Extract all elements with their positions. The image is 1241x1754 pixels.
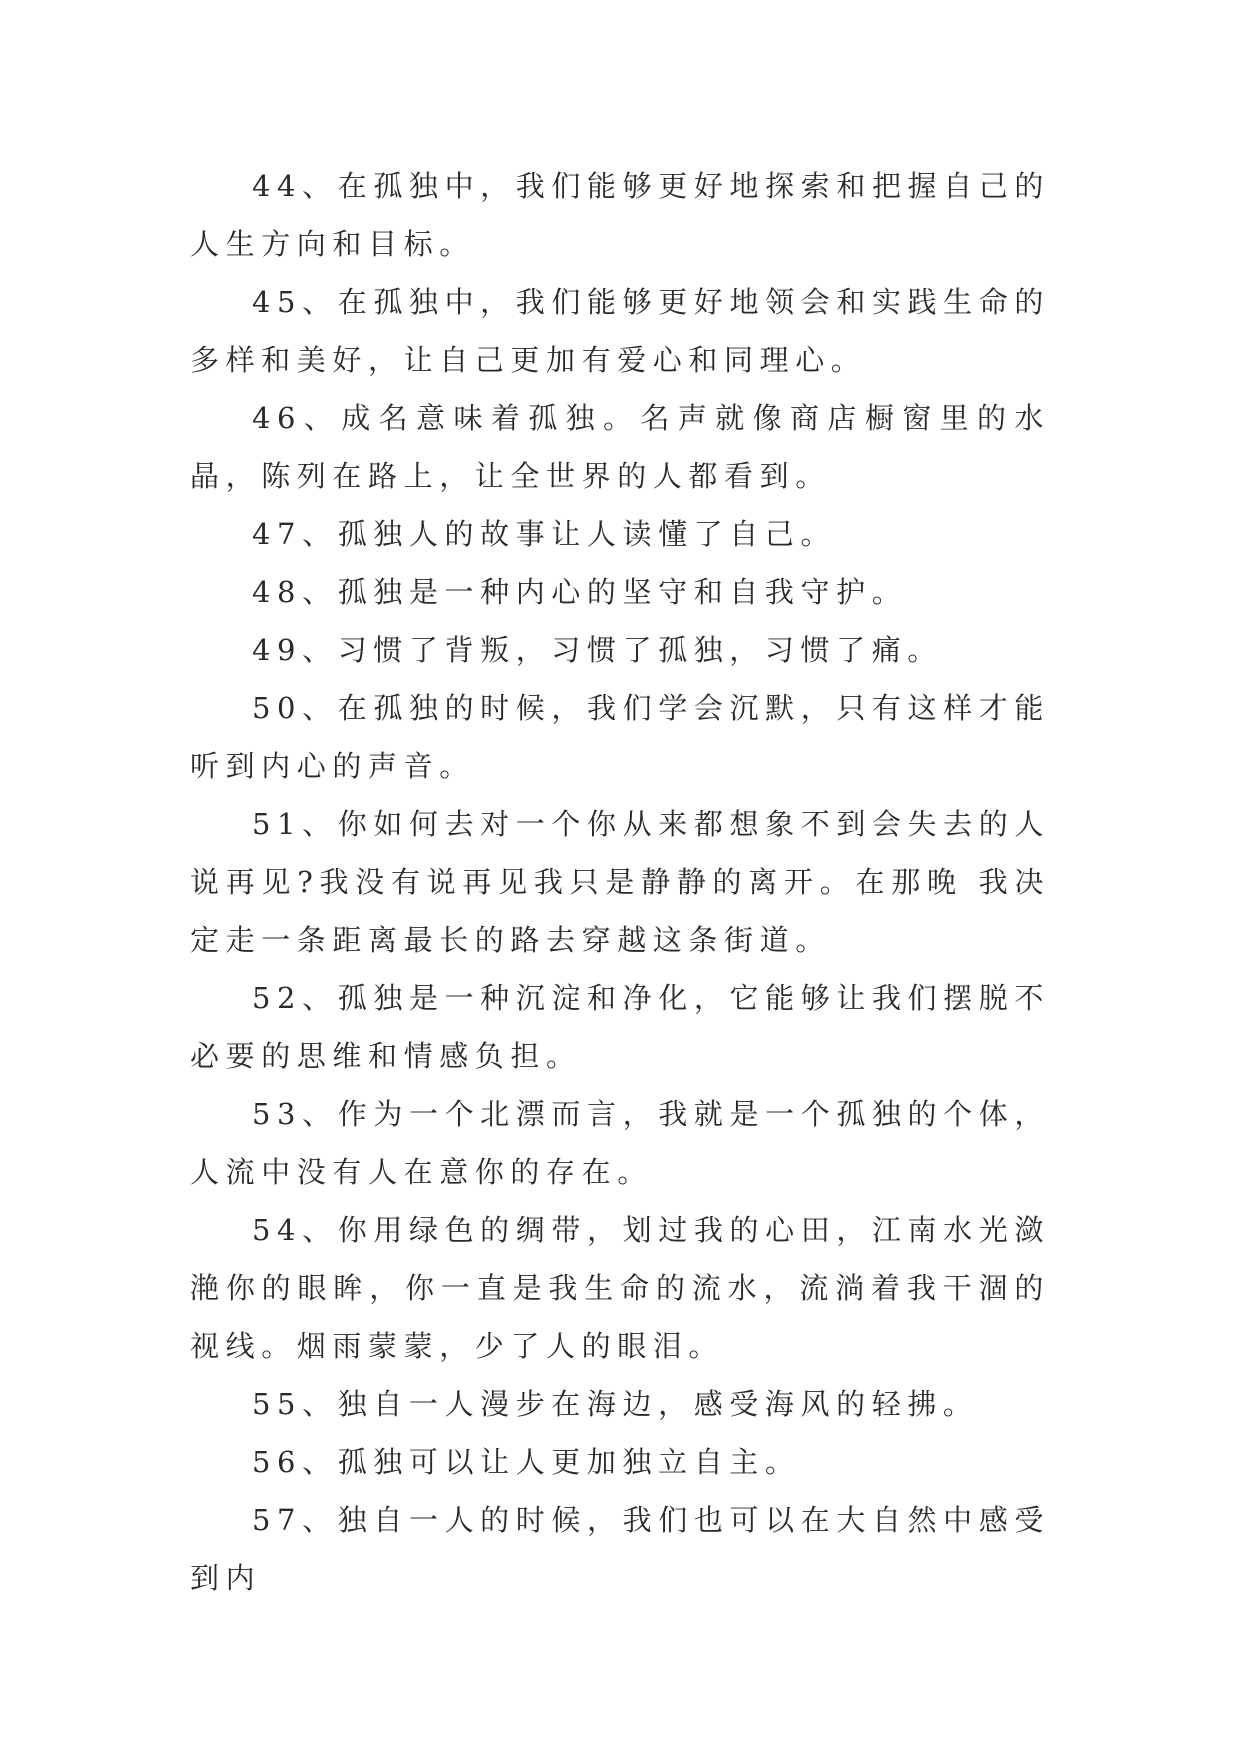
quote-45: 45、在孤独中，我们能够更好地领会和实践生命的多样和美好，让自己更加有爱心和同理心。 bbox=[190, 285, 1050, 377]
quote-57: 57、独自一人的时候，我们也可以在大自然中感受到内 bbox=[190, 1503, 1050, 1595]
quote-44: 44、在孤独中，我们能够更好地探索和把握自己的人生方向和目标。 bbox=[190, 169, 1050, 261]
quote-51: 51、你如何去对一个你从来都想象不到会失去的人说再见?我没有说再见我只是静静的离开。在那晚 我决定走一条距离最长的路去穿越这条街道。 bbox=[190, 807, 1050, 957]
quote-48: 48、孤独是一种内心的坚守和自我守护。 bbox=[252, 575, 908, 609]
quote-56: 56、孤独可以让人更加独立自主。 bbox=[252, 1445, 801, 1479]
quote-54: 54、你用绿色的绸带，划过我的心田，江南水光潋滟你的眼眸，你一直是我生命的流水，流淌着我干涸的视线。烟雨蒙蒙，少了人的眼泪。 bbox=[190, 1213, 1050, 1363]
quote-53: 53、作为一个北漂而言，我就是一个孤独的个体，人流中没有人在意你的存在。 bbox=[190, 1097, 1050, 1189]
quote-52: 52、孤独是一种沉淀和净化，它能够让我们摆脱不必要的思维和情感负担。 bbox=[190, 981, 1050, 1073]
quote-55: 55、独自一人漫步在海边，感受海风的轻拂。 bbox=[252, 1387, 979, 1421]
quote-47: 47、孤独人的故事让人读懂了自己。 bbox=[252, 517, 837, 551]
quote-list bbox=[190, 157, 1050, 1607]
quote-46: 46、成名意味着孤独。名声就像商店橱窗里的水晶，陈列在路上，让全世界的人都看到。 bbox=[190, 401, 1050, 493]
quote-50: 50、在孤独的时候，我们学会沉默，只有这样才能听到内心的声音。 bbox=[190, 691, 1050, 783]
quote-49: 49、习惯了背叛，习惯了孤独，习惯了痛。 bbox=[252, 633, 943, 667]
